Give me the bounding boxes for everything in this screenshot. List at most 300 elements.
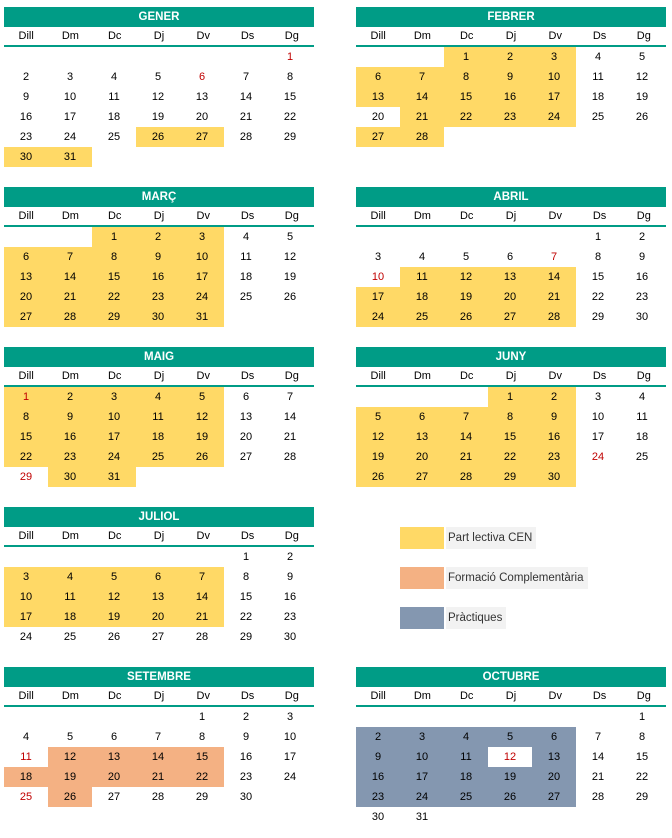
day-cell: 8 bbox=[594, 251, 602, 263]
day-cell: 20 bbox=[92, 767, 136, 787]
day-cell: 11 bbox=[636, 411, 648, 423]
weekday-label: Dm bbox=[61, 690, 79, 702]
day-cell: 22 bbox=[92, 287, 136, 307]
day-cell: 25 bbox=[444, 787, 488, 807]
weekday-label: Dv bbox=[548, 690, 562, 702]
day-cell: 10 bbox=[4, 587, 48, 607]
day-cell: 8 bbox=[4, 407, 48, 427]
day-cell: 6 bbox=[532, 727, 576, 747]
weekday-label: Ds bbox=[592, 30, 607, 42]
weekday-label: Dg bbox=[636, 690, 651, 702]
weekday-label: Dj bbox=[153, 210, 165, 222]
legend-label: Formació Complementària bbox=[446, 567, 588, 589]
day-cell: 2 bbox=[136, 227, 180, 247]
day-cell: 2 bbox=[356, 727, 400, 747]
day-cell: 20 bbox=[4, 287, 48, 307]
month-gener bbox=[4, 7, 314, 167]
day-cell: 4 bbox=[110, 71, 118, 83]
day-cell: 27 bbox=[151, 631, 165, 643]
day-cell: 14 bbox=[239, 91, 253, 103]
day-cell: 1 bbox=[242, 551, 250, 563]
day-cell: 16 bbox=[532, 427, 576, 447]
day-cell: 30 bbox=[48, 467, 92, 487]
day-cell: 14 bbox=[283, 411, 297, 423]
day-cell: 12 bbox=[356, 427, 400, 447]
day-cell: 4 bbox=[136, 387, 180, 407]
day-cell: 16 bbox=[136, 267, 180, 287]
weekday-label: Dg bbox=[284, 690, 299, 702]
weekday-label: Dill bbox=[370, 30, 386, 42]
day-cell: 8 bbox=[444, 67, 488, 87]
day-cell: 13 bbox=[136, 587, 180, 607]
month-title: OCTUBRE bbox=[356, 667, 666, 687]
day-cell: 11 bbox=[48, 587, 92, 607]
day-cell: 29 bbox=[92, 307, 136, 327]
day-cell: 8 bbox=[242, 571, 250, 583]
day-cell: 6 bbox=[242, 391, 250, 403]
day-cell: 18 bbox=[4, 767, 48, 787]
day-cell: 1 bbox=[4, 387, 48, 407]
day-cell: 9 bbox=[136, 247, 180, 267]
day-cell: 29 bbox=[283, 131, 297, 143]
day-cell: 25 bbox=[591, 111, 605, 123]
weekday-label: Dill bbox=[370, 690, 386, 702]
day-cell: 16 bbox=[356, 767, 400, 787]
day-cell: 22 bbox=[239, 611, 253, 623]
weekday-label: Dj bbox=[153, 30, 165, 42]
day-cell: 3 bbox=[180, 227, 224, 247]
day-cell: 27 bbox=[4, 307, 48, 327]
day-cell: 21 bbox=[180, 607, 224, 627]
day-cell: 15 bbox=[591, 271, 605, 283]
day-cell: 15 bbox=[239, 591, 253, 603]
day-cell: 15 bbox=[4, 427, 48, 447]
day-cell: 15 bbox=[283, 91, 297, 103]
day-cell: 23 bbox=[48, 447, 92, 467]
day-cell: 1 bbox=[444, 47, 488, 67]
day-cell: 27 bbox=[180, 127, 224, 147]
day-cell: 17 bbox=[180, 267, 224, 287]
weekday-header bbox=[4, 527, 314, 547]
day-cell: 8 bbox=[638, 731, 646, 743]
weekday-label: Dm bbox=[61, 530, 79, 542]
day-cell: 15 bbox=[180, 747, 224, 767]
day-cell: 17 bbox=[283, 751, 297, 763]
legend-swatch-practice bbox=[400, 607, 444, 629]
weekday-label: Dill bbox=[18, 30, 34, 42]
weekday-label: Dc bbox=[459, 690, 474, 702]
day-cell: 11 bbox=[108, 91, 120, 103]
day-cell: 12 bbox=[151, 91, 165, 103]
day-cell: 19 bbox=[151, 111, 165, 123]
weekday-label: Dv bbox=[196, 30, 210, 42]
day-cell: 24 bbox=[19, 631, 33, 643]
day-cell: 14 bbox=[48, 267, 92, 287]
day-cell: 28 bbox=[532, 307, 576, 327]
day-cell: 16 bbox=[239, 751, 253, 763]
weekday-label: Dg bbox=[636, 370, 651, 382]
day-cell: 23 bbox=[488, 107, 532, 127]
day-cell: 11 bbox=[20, 751, 32, 763]
day-cell: 6 bbox=[4, 247, 48, 267]
day-cell: 17 bbox=[92, 427, 136, 447]
day-cell: 28 bbox=[239, 131, 253, 143]
weekday-label: Dill bbox=[18, 370, 34, 382]
day-cell: 21 bbox=[532, 287, 576, 307]
day-cell: 26 bbox=[107, 631, 121, 643]
month-octubre bbox=[356, 667, 666, 827]
day-cell: 9 bbox=[22, 91, 30, 103]
day-cell: 1 bbox=[92, 227, 136, 247]
month-title: FEBRER bbox=[356, 7, 666, 27]
day-cell: 16 bbox=[283, 591, 297, 603]
day-cell: 13 bbox=[488, 267, 532, 287]
weekday-header bbox=[356, 367, 666, 387]
day-cell: 7 bbox=[242, 71, 250, 83]
day-cell: 2 bbox=[242, 711, 250, 723]
weekday-label: Dc bbox=[107, 370, 122, 382]
weekday-label: Dj bbox=[153, 370, 165, 382]
weekday-label: Dj bbox=[153, 690, 165, 702]
day-cell: 26 bbox=[283, 291, 297, 303]
day-cell: 1 bbox=[638, 711, 646, 723]
day-cell: 5 bbox=[92, 567, 136, 587]
day-cell: 26 bbox=[635, 111, 649, 123]
weekday-label: Dm bbox=[61, 370, 79, 382]
day-cell: 20 bbox=[488, 287, 532, 307]
day-cell: 26 bbox=[136, 127, 180, 147]
day-cell: 21 bbox=[591, 771, 605, 783]
weekday-label: Dill bbox=[370, 370, 386, 382]
day-cell: 4 bbox=[638, 391, 646, 403]
day-cell: 9 bbox=[488, 67, 532, 87]
day-cell: 18 bbox=[635, 431, 649, 443]
day-cell: 18 bbox=[444, 767, 488, 787]
day-cell: 7 bbox=[550, 251, 558, 263]
day-cell: 25 bbox=[107, 131, 121, 143]
day-cell: 2 bbox=[488, 47, 532, 67]
weekday-label: Dv bbox=[196, 210, 210, 222]
day-cell: 21 bbox=[136, 767, 180, 787]
day-cell: 20 bbox=[195, 111, 209, 123]
weekday-label: Dm bbox=[413, 210, 431, 222]
day-cell: 2 bbox=[286, 551, 294, 563]
day-cell: 20 bbox=[371, 111, 385, 123]
day-cell: 4 bbox=[594, 51, 602, 63]
weekday-label: Dill bbox=[18, 210, 34, 222]
month-maig bbox=[4, 347, 314, 487]
day-cell: 18 bbox=[48, 607, 92, 627]
day-cell: 3 bbox=[594, 391, 602, 403]
day-cell: 22 bbox=[591, 291, 605, 303]
day-cell: 28 bbox=[283, 451, 297, 463]
day-cell: 8 bbox=[488, 407, 532, 427]
day-cell: 7 bbox=[48, 247, 92, 267]
day-cell: 19 bbox=[48, 767, 92, 787]
day-cell: 8 bbox=[92, 247, 136, 267]
day-cell: 23 bbox=[283, 611, 297, 623]
day-cell: 17 bbox=[356, 287, 400, 307]
day-cell: 19 bbox=[488, 767, 532, 787]
month-abril bbox=[356, 187, 666, 327]
weekday-label: Dj bbox=[505, 690, 517, 702]
weekday-label: Dc bbox=[107, 690, 122, 702]
day-cell: 4 bbox=[418, 251, 426, 263]
month-juliol bbox=[4, 507, 314, 647]
month-title: GENER bbox=[4, 7, 314, 27]
day-cell: 6 bbox=[110, 731, 118, 743]
day-cell: 10 bbox=[591, 411, 605, 423]
day-cell: 12 bbox=[48, 747, 92, 767]
day-cell: 18 bbox=[400, 287, 444, 307]
day-cell: 30 bbox=[239, 791, 253, 803]
day-cell: 6 bbox=[506, 251, 514, 263]
day-cell: 17 bbox=[532, 87, 576, 107]
day-cell: 14 bbox=[444, 427, 488, 447]
weekday-header bbox=[356, 687, 666, 707]
day-cell: 29 bbox=[591, 311, 605, 323]
month-grid bbox=[356, 707, 666, 827]
day-cell: 7 bbox=[594, 731, 602, 743]
day-cell: 5 bbox=[180, 387, 224, 407]
day-cell: 25 bbox=[635, 451, 649, 463]
weekday-label: Dj bbox=[505, 210, 517, 222]
day-cell: 19 bbox=[283, 271, 297, 283]
day-cell: 4 bbox=[444, 727, 488, 747]
day-cell: 30 bbox=[532, 467, 576, 487]
day-cell: 1 bbox=[198, 711, 206, 723]
day-cell: 2 bbox=[532, 387, 576, 407]
weekday-header bbox=[356, 207, 666, 227]
day-cell: 19 bbox=[635, 91, 649, 103]
day-cell: 5 bbox=[488, 727, 532, 747]
weekday-label: Dg bbox=[636, 210, 651, 222]
day-cell: 3 bbox=[532, 47, 576, 67]
day-cell: 10 bbox=[180, 247, 224, 267]
day-cell: 21 bbox=[48, 287, 92, 307]
day-cell: 12 bbox=[283, 251, 297, 263]
day-cell: 27 bbox=[356, 127, 400, 147]
day-cell: 2 bbox=[638, 231, 646, 243]
day-cell: 22 bbox=[444, 107, 488, 127]
day-cell: 22 bbox=[4, 447, 48, 467]
month-marc bbox=[4, 187, 314, 327]
weekday-label: Dv bbox=[196, 690, 210, 702]
day-cell: 11 bbox=[592, 71, 604, 83]
day-cell: 15 bbox=[92, 267, 136, 287]
month-juny bbox=[356, 347, 666, 487]
day-cell: 27 bbox=[488, 307, 532, 327]
day-cell: 31 bbox=[48, 147, 92, 167]
day-cell: 30 bbox=[283, 631, 297, 643]
weekday-label: Ds bbox=[592, 210, 607, 222]
month-grid bbox=[4, 47, 314, 167]
legend-swatch-lective bbox=[400, 527, 444, 549]
day-cell: 7 bbox=[180, 567, 224, 587]
day-cell: 24 bbox=[400, 787, 444, 807]
weekday-label: Dv bbox=[196, 530, 210, 542]
day-cell: 23 bbox=[635, 291, 649, 303]
day-cell: 31 bbox=[92, 467, 136, 487]
day-cell: 11 bbox=[240, 251, 252, 263]
day-cell: 10 bbox=[63, 91, 77, 103]
day-cell: 7 bbox=[400, 67, 444, 87]
weekday-label: Dg bbox=[284, 370, 299, 382]
weekday-label: Dill bbox=[370, 210, 386, 222]
day-cell: 30 bbox=[371, 811, 385, 823]
day-cell: 4 bbox=[22, 731, 30, 743]
day-cell: 1 bbox=[286, 51, 294, 63]
weekday-label: Dj bbox=[505, 30, 517, 42]
day-cell: 17 bbox=[63, 111, 77, 123]
day-cell: 19 bbox=[356, 447, 400, 467]
day-cell: 15 bbox=[635, 751, 649, 763]
day-cell: 9 bbox=[532, 407, 576, 427]
legend-swatch-complementary bbox=[400, 567, 444, 589]
day-cell: 6 bbox=[400, 407, 444, 427]
weekday-label: Dc bbox=[107, 530, 122, 542]
day-cell: 5 bbox=[66, 731, 74, 743]
day-cell: 14 bbox=[136, 747, 180, 767]
day-cell: 9 bbox=[48, 407, 92, 427]
day-cell: 21 bbox=[400, 107, 444, 127]
day-cell: 29 bbox=[635, 791, 649, 803]
day-cell: 10 bbox=[400, 747, 444, 767]
day-cell: 15 bbox=[488, 427, 532, 447]
day-cell: 28 bbox=[591, 791, 605, 803]
day-cell: 14 bbox=[591, 751, 605, 763]
day-cell: 13 bbox=[92, 747, 136, 767]
day-cell: 21 bbox=[444, 447, 488, 467]
day-cell: 3 bbox=[4, 567, 48, 587]
day-cell: 4 bbox=[48, 567, 92, 587]
day-cell: 2 bbox=[22, 71, 30, 83]
day-cell: 3 bbox=[400, 727, 444, 747]
day-cell: 8 bbox=[198, 731, 206, 743]
month-title: JULIOL bbox=[4, 507, 314, 527]
day-cell: 25 bbox=[400, 307, 444, 327]
day-cell: 23 bbox=[239, 771, 253, 783]
weekday-label: Dm bbox=[413, 30, 431, 42]
day-cell: 11 bbox=[444, 747, 488, 767]
day-cell: 27 bbox=[239, 451, 253, 463]
month-title: ABRIL bbox=[356, 187, 666, 207]
day-cell: 8 bbox=[286, 71, 294, 83]
month-grid bbox=[4, 227, 314, 327]
weekday-label: Dm bbox=[61, 30, 79, 42]
weekday-label: Dm bbox=[413, 690, 431, 702]
day-cell: 26 bbox=[356, 467, 400, 487]
day-cell: 14 bbox=[180, 587, 224, 607]
month-grid bbox=[356, 387, 666, 487]
day-cell: 24 bbox=[180, 287, 224, 307]
day-cell: 21 bbox=[239, 111, 253, 123]
day-cell: 13 bbox=[356, 87, 400, 107]
day-cell: 10 bbox=[371, 271, 385, 283]
day-cell: 12 bbox=[635, 71, 649, 83]
day-cell: 12 bbox=[92, 587, 136, 607]
month-grid bbox=[356, 47, 666, 147]
day-cell: 9 bbox=[638, 251, 646, 263]
day-cell: 16 bbox=[488, 87, 532, 107]
day-cell: 13 bbox=[195, 91, 209, 103]
weekday-label: Dc bbox=[459, 30, 474, 42]
day-cell: 25 bbox=[19, 791, 33, 803]
day-cell: 18 bbox=[591, 91, 605, 103]
weekday-label: Ds bbox=[240, 370, 255, 382]
day-cell: 9 bbox=[286, 571, 294, 583]
day-cell: 25 bbox=[63, 631, 77, 643]
day-cell: 7 bbox=[154, 731, 162, 743]
month-title: MARÇ bbox=[4, 187, 314, 207]
weekday-label: Dill bbox=[18, 690, 34, 702]
day-cell: 24 bbox=[63, 131, 77, 143]
day-cell: 27 bbox=[107, 791, 121, 803]
day-cell: 10 bbox=[283, 731, 297, 743]
month-febrer bbox=[356, 7, 666, 147]
day-cell: 3 bbox=[374, 251, 382, 263]
day-cell: 16 bbox=[48, 427, 92, 447]
day-cell: 31 bbox=[180, 307, 224, 327]
day-cell: 6 bbox=[136, 567, 180, 587]
day-cell: 20 bbox=[239, 431, 253, 443]
weekday-label: Dv bbox=[548, 370, 562, 382]
month-grid bbox=[4, 707, 314, 807]
day-cell: 14 bbox=[400, 87, 444, 107]
day-cell: 26 bbox=[444, 307, 488, 327]
legend-label: Part lectiva CEN bbox=[446, 527, 536, 549]
day-cell: 30 bbox=[635, 311, 649, 323]
day-cell: 17 bbox=[591, 431, 605, 443]
day-cell: 5 bbox=[462, 251, 470, 263]
day-cell: 13 bbox=[400, 427, 444, 447]
weekday-header bbox=[356, 27, 666, 47]
weekday-label: Dill bbox=[18, 530, 34, 542]
weekday-header bbox=[4, 207, 314, 227]
weekday-label: Ds bbox=[240, 530, 255, 542]
day-cell: 5 bbox=[154, 71, 162, 83]
day-cell: 24 bbox=[92, 447, 136, 467]
weekday-label: Dg bbox=[284, 530, 299, 542]
day-cell: 23 bbox=[532, 447, 576, 467]
weekday-label: Dv bbox=[548, 210, 562, 222]
weekday-label: Dj bbox=[153, 530, 165, 542]
weekday-label: Dv bbox=[548, 30, 562, 42]
day-cell: 30 bbox=[4, 147, 48, 167]
day-cell: 7 bbox=[286, 391, 294, 403]
day-cell: 15 bbox=[444, 87, 488, 107]
day-cell: 28 bbox=[195, 631, 209, 643]
day-cell: 30 bbox=[136, 307, 180, 327]
day-cell: 22 bbox=[488, 447, 532, 467]
day-cell: 27 bbox=[532, 787, 576, 807]
day-cell: 18 bbox=[239, 271, 253, 283]
day-cell: 23 bbox=[136, 287, 180, 307]
weekday-label: Dv bbox=[196, 370, 210, 382]
day-cell: 21 bbox=[283, 431, 297, 443]
day-cell: 5 bbox=[356, 407, 400, 427]
day-cell: 27 bbox=[400, 467, 444, 487]
weekday-header bbox=[4, 367, 314, 387]
day-cell: 20 bbox=[136, 607, 180, 627]
weekday-header bbox=[4, 27, 314, 47]
weekday-label: Ds bbox=[592, 370, 607, 382]
day-cell: 28 bbox=[400, 127, 444, 147]
day-cell: 9 bbox=[242, 731, 250, 743]
month-setembre bbox=[4, 667, 314, 807]
day-cell: 9 bbox=[356, 747, 400, 767]
day-cell: 29 bbox=[488, 467, 532, 487]
